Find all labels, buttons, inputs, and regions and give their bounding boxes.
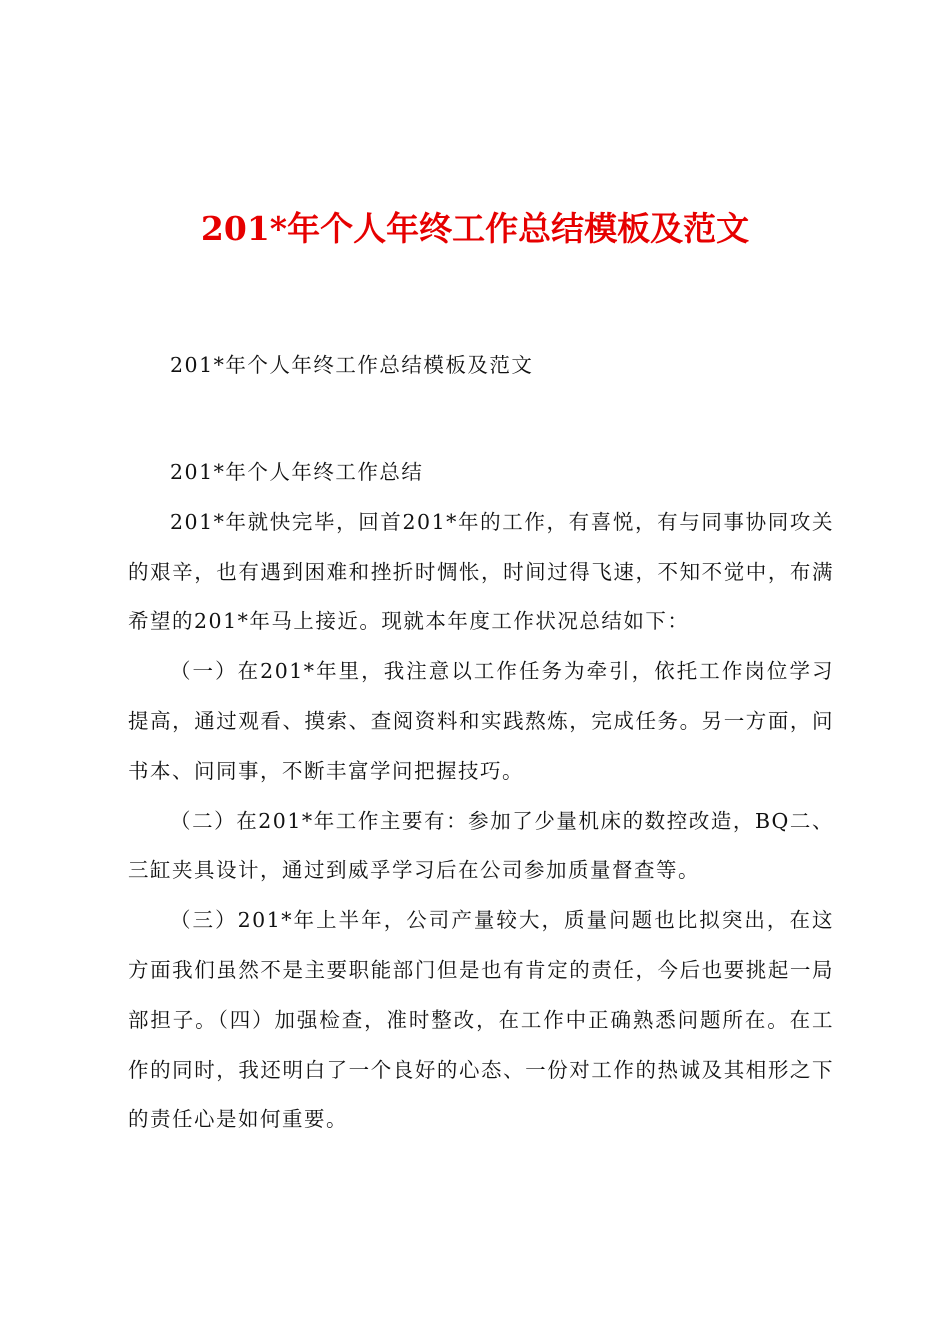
body-paragraph: （二）在201*年工作主要有：参加了少量机床的数控改造，BQ二、三缸夹具设计，通过到威孚学习后在公司参加质量督查等。 bbox=[128, 808, 834, 883]
document-subtitle: 201*年个人年终工作总结模板及范文 bbox=[170, 353, 534, 377]
body-paragraph: （一）在201*年里，我注意以工作任务为牵引，依托工作岗位学习提高，通过观看、摸索、查阅资料和实践熬炼，完成任务。另一方面，问书本、问同事，不断丰富学问把握技巧。 bbox=[128, 659, 834, 783]
document-body bbox=[128, 448, 834, 1145]
document-title: 201*年个人年终工作总结模板及范文 bbox=[200, 209, 750, 248]
body-paragraph: 201*年就快完毕，回首201*年的工作，有喜悦，有与同事协同攻关的艰辛，也有遇到困难和挫折时惆怅，时间过得飞速，不知不觉中，布满希望的201*年马上接近。现就本年度工作状况总结如下： bbox=[128, 509, 834, 634]
section-heading: 201*年个人年终工作总结 bbox=[170, 460, 424, 484]
body-paragraph: （三）201*年上半年，公司产量较大，质量问题也比拟突出，在这方面我们虽然不是主要职能部门但是也有肯定的责任，今后也要挑起一局部担子。（四）加强检查，准时整改，在工作中正确熟悉问题所在。在工作的同时，我还明白了一个良好的心态、一份对工作的热诚及其相形之下的责任心是如何重要。 bbox=[128, 908, 834, 1132]
